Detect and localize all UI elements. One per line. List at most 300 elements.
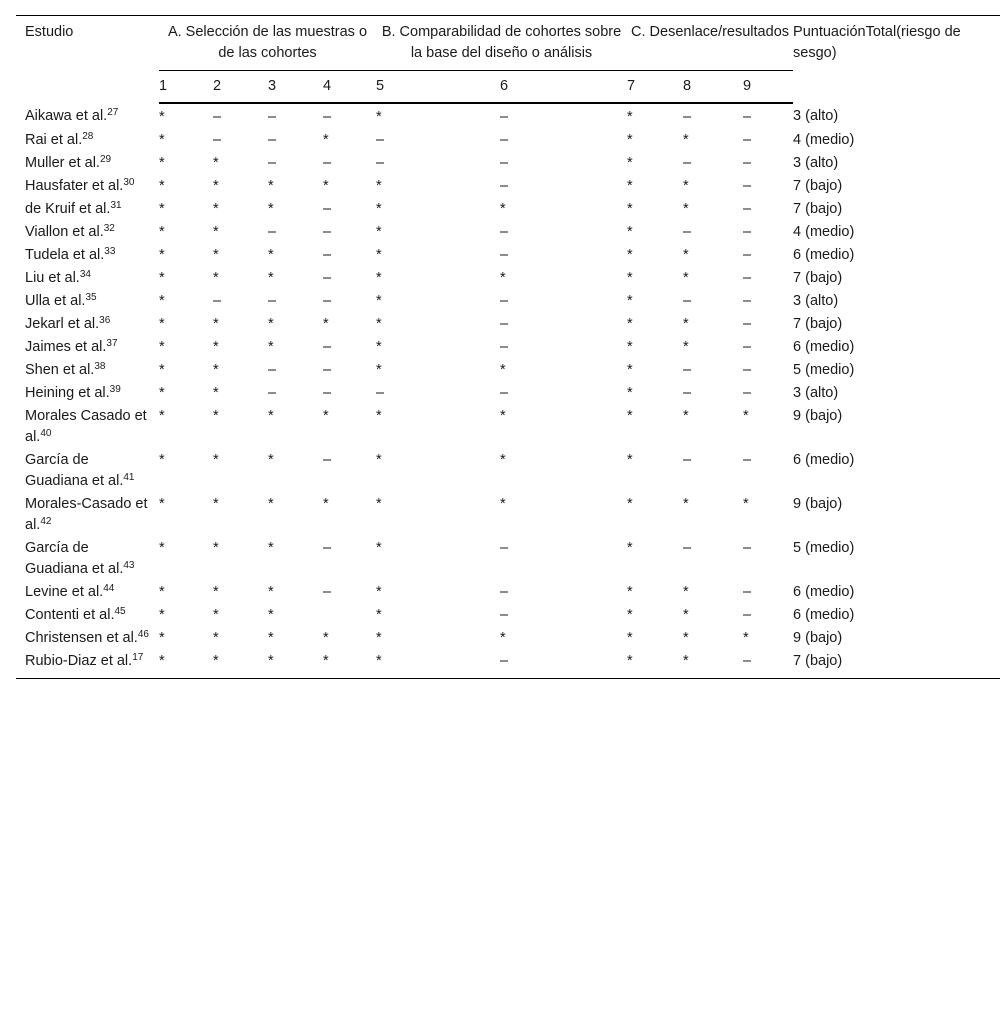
- criterion-5-mark: *: [376, 496, 382, 512]
- study-name: Christensen et al.: [25, 630, 138, 646]
- criterion-1-mark: *: [159, 362, 165, 378]
- criterion-1-mark: *: [159, 270, 165, 286]
- criterion-8-mark: *: [683, 584, 689, 600]
- criterion-9-mark: –: [743, 540, 752, 556]
- criterion-7-mark: *: [627, 316, 633, 332]
- criterion-5-mark: *: [376, 339, 382, 355]
- criterion-3-mark: *: [268, 650, 323, 679]
- criterion-2-mark: *: [213, 496, 219, 512]
- criterion-4-mark: –: [323, 540, 332, 556]
- col-number-1: 1: [159, 71, 213, 104]
- score-cell: 7 (bajo): [793, 650, 1000, 679]
- col-number-7: 7: [627, 71, 683, 104]
- study-name: Viallon et al.: [25, 224, 104, 240]
- criterion-4-mark: *: [323, 496, 329, 512]
- study-cell: [16, 244, 159, 267]
- criterion-4-mark: *: [323, 650, 376, 679]
- study-reference: 43: [123, 560, 135, 571]
- criterion-9-mark: –: [743, 362, 752, 378]
- criterion-4-mark: –: [323, 452, 332, 468]
- study-cell: [16, 103, 159, 129]
- criterion-8-mark: *: [683, 132, 689, 148]
- criterion-1-mark: *: [159, 584, 165, 600]
- criterion-6-mark: *: [500, 270, 506, 286]
- study-cell: [16, 359, 159, 382]
- criterion-7-mark: *: [627, 109, 633, 125]
- study-reference: 29: [99, 154, 112, 165]
- study-cell: [16, 604, 159, 627]
- study-reference: 34: [79, 269, 91, 280]
- table-row: [16, 244, 1000, 267]
- col-number-2: 2: [213, 71, 268, 104]
- study-reference: 28: [82, 131, 94, 142]
- table-row: [16, 175, 1000, 198]
- criterion-4-mark: *: [323, 132, 329, 148]
- criterion-7-mark: *: [627, 247, 633, 263]
- study-reference: 38: [94, 361, 106, 372]
- table-row: [16, 627, 1000, 650]
- study-reference: 27: [107, 107, 119, 118]
- col-header-score: PuntuaciónTotal(riesgo de sesgo): [793, 16, 1000, 104]
- study-name: Jaimes et al.: [25, 339, 107, 355]
- study-cell: [16, 198, 159, 221]
- study-reference: 42: [40, 516, 52, 527]
- study-reference: 31: [110, 200, 122, 211]
- criterion-3-mark: –: [268, 155, 277, 171]
- criterion-9-mark: –: [743, 247, 752, 263]
- criterion-6-mark: –: [436, 650, 627, 679]
- study-name: Levine et al.: [25, 584, 104, 600]
- criterion-8-mark: *: [683, 178, 689, 194]
- table-row: [16, 313, 1000, 336]
- criterion-6-mark: –: [500, 584, 509, 600]
- criterion-4-mark: –: [323, 339, 332, 355]
- criterion-7-mark: *: [627, 224, 633, 240]
- criterion-1-mark: *: [159, 496, 165, 512]
- criterion-8-mark: *: [683, 650, 743, 679]
- score-cell: 5 (medio): [793, 362, 855, 378]
- table-row: [16, 493, 1000, 537]
- table-row: [16, 449, 1000, 493]
- nos-quality-table-container: [16, 15, 1000, 679]
- score-cell: 7 (bajo): [793, 178, 843, 194]
- col-header-group-a: A. Selección de las muestras o de las cohortes: [159, 16, 376, 71]
- criterion-1-mark: *: [159, 630, 165, 646]
- criterion-9-mark: *: [743, 496, 749, 512]
- criterion-8-mark: *: [683, 496, 689, 512]
- criterion-4-mark: –: [323, 293, 332, 309]
- score-cell: 3 (alto): [793, 293, 839, 309]
- criterion-6-mark: –: [500, 339, 509, 355]
- table-row: [16, 537, 1000, 581]
- criterion-3-mark: *: [268, 540, 274, 556]
- criterion-6-mark: –: [500, 607, 509, 623]
- study-cell: [16, 493, 159, 537]
- criterion-7-mark: *: [627, 201, 633, 217]
- study-name: Contenti et al.: [25, 607, 115, 623]
- score-cell: 4 (medio): [793, 224, 855, 240]
- criterion-9-mark: –: [743, 224, 752, 240]
- criterion-9-mark: –: [743, 132, 752, 148]
- study-name: Shen et al.: [25, 362, 95, 378]
- study-reference: 45: [114, 606, 126, 617]
- criterion-1-mark: *: [159, 155, 165, 171]
- criterion-5-mark: *: [376, 293, 382, 309]
- criterion-5-mark: *: [376, 316, 382, 332]
- criterion-4-mark: –: [323, 270, 332, 286]
- table-row: [16, 267, 1000, 290]
- criterion-8-mark: *: [683, 270, 689, 286]
- criterion-1-mark: *: [159, 247, 165, 263]
- criterion-7-mark: *: [627, 293, 633, 309]
- criterion-3-mark: *: [268, 178, 274, 194]
- criterion-7-mark: *: [627, 408, 633, 424]
- study-cell: [16, 627, 159, 650]
- criterion-8-mark: –: [683, 362, 692, 378]
- criterion-4-mark: –: [323, 224, 332, 240]
- criterion-9-mark: –: [743, 178, 752, 194]
- criterion-5-mark: *: [376, 362, 382, 378]
- criterion-5-mark: *: [376, 109, 382, 125]
- criterion-5-mark: –: [376, 155, 385, 171]
- study-reference: 44: [103, 583, 115, 594]
- study-reference: 40: [40, 428, 52, 439]
- criterion-1-mark: *: [159, 178, 165, 194]
- study-name: Ulla et al.: [25, 293, 86, 309]
- criterion-4-mark: –: [323, 201, 332, 217]
- study-reference: 37: [106, 338, 118, 349]
- criterion-9-mark: –: [743, 584, 752, 600]
- table-row: [16, 103, 1000, 129]
- criterion-6-mark: –: [500, 540, 509, 556]
- study-cell: [16, 175, 159, 198]
- score-cell: 6 (medio): [793, 452, 855, 468]
- table-row: [16, 336, 1000, 359]
- criterion-1-mark: *: [159, 339, 165, 355]
- criterion-2-mark: –: [213, 109, 222, 125]
- study-cell: [16, 267, 159, 290]
- criterion-6-mark: –: [500, 385, 509, 401]
- criterion-2-mark: *: [213, 650, 268, 679]
- criterion-2-mark: *: [213, 452, 219, 468]
- criterion-2-mark: *: [213, 247, 219, 263]
- criterion-2-mark: *: [213, 155, 219, 171]
- criterion-5-mark: *: [376, 607, 382, 623]
- table-row: [16, 382, 1000, 405]
- criterion-2-mark: *: [213, 201, 219, 217]
- header-row-groups: [16, 16, 1000, 71]
- study-name: Tudela et al.: [25, 247, 105, 263]
- criterion-9-mark: –: [743, 607, 752, 623]
- criterion-4-mark: –: [323, 247, 332, 263]
- criterion-9-mark: –: [743, 109, 752, 125]
- criterion-7-mark: *: [627, 496, 633, 512]
- study-cell: [16, 449, 159, 493]
- study-cell: [16, 650, 159, 679]
- col-number-6: 6: [436, 71, 627, 104]
- study-name: Aikawa et al.: [25, 108, 108, 124]
- criterion-7-mark: *: [627, 178, 633, 194]
- criterion-9-mark: –: [743, 316, 752, 332]
- study-name: de Kruif et al.: [25, 201, 111, 217]
- criterion-9-mark: –: [743, 270, 752, 286]
- score-cell: 7 (bajo): [793, 201, 843, 217]
- criterion-4-mark: –: [323, 362, 332, 378]
- criterion-7-mark: *: [627, 132, 633, 148]
- criterion-1-mark: *: [159, 201, 165, 217]
- criterion-5-mark: *: [376, 224, 382, 240]
- criterion-3-mark: *: [268, 630, 274, 646]
- criterion-8-mark: –: [683, 540, 692, 556]
- criterion-3-mark: *: [268, 316, 274, 332]
- col-number-8: 8: [683, 71, 743, 104]
- col-number-4: 4: [323, 71, 376, 104]
- col-header-study: Estudio: [16, 16, 159, 104]
- criterion-5-mark: –: [376, 132, 385, 148]
- criterion-2-mark: *: [213, 178, 219, 194]
- criterion-6-mark: *: [500, 452, 506, 468]
- study-cell: [16, 221, 159, 244]
- col-header-group-c: C. Desenlace/resultados: [627, 16, 793, 71]
- study-reference: 41: [123, 472, 135, 483]
- criterion-6-mark: –: [500, 293, 509, 309]
- score-cell: 6 (medio): [793, 607, 855, 623]
- criterion-8-mark: –: [683, 452, 692, 468]
- criterion-9-mark: –: [743, 650, 793, 679]
- table-row: [16, 152, 1000, 175]
- criterion-7-mark: *: [627, 270, 633, 286]
- criterion-8-mark: *: [683, 630, 689, 646]
- criterion-3-mark: –: [268, 385, 277, 401]
- table-row: [16, 359, 1000, 382]
- score-cell: 9 (bajo): [793, 408, 843, 424]
- nos-quality-table: [16, 15, 1000, 679]
- criterion-2-mark: *: [213, 408, 219, 424]
- criterion-9-mark: –: [743, 339, 752, 355]
- criterion-3-mark: –: [268, 109, 277, 125]
- criterion-9-mark: –: [743, 155, 752, 171]
- criterion-1-mark: *: [159, 607, 165, 623]
- study-cell: [16, 290, 159, 313]
- criterion-7-mark: *: [627, 452, 633, 468]
- criterion-7-mark: *: [627, 630, 633, 646]
- criterion-7-mark: *: [627, 155, 633, 171]
- criterion-7-mark: *: [627, 540, 633, 556]
- criterion-2-mark: *: [213, 270, 219, 286]
- criterion-2-mark: *: [213, 316, 219, 332]
- criterion-6-mark: –: [500, 132, 509, 148]
- criterion-3-mark: *: [268, 270, 274, 286]
- study-name: Jekarl et al.: [25, 316, 100, 332]
- criterion-3-mark: –: [268, 293, 277, 309]
- score-cell: 3 (alto): [793, 108, 839, 124]
- study-name: Hausfater et al.: [25, 178, 124, 194]
- criterion-4-mark: *: [323, 178, 329, 194]
- criterion-9-mark: –: [743, 452, 752, 468]
- criterion-4-mark: *: [323, 408, 329, 424]
- criterion-8-mark: –: [683, 109, 692, 125]
- criterion-3-mark: *: [268, 247, 274, 263]
- criterion-7-mark: *: [627, 385, 633, 401]
- criterion-6-mark: –: [500, 109, 509, 125]
- table-header: [16, 16, 1000, 104]
- criterion-5-mark: *: [376, 408, 382, 424]
- score-cell: 7 (bajo): [793, 316, 843, 332]
- criterion-5-mark: –: [376, 385, 385, 401]
- criterion-9-mark: –: [743, 385, 752, 401]
- study-cell: [16, 382, 159, 405]
- table-row: [16, 221, 1000, 244]
- criterion-1-mark: *: [159, 132, 165, 148]
- criterion-3-mark: *: [268, 607, 274, 623]
- criterion-8-mark: *: [683, 408, 689, 424]
- criterion-2-mark: *: [213, 385, 219, 401]
- criterion-1-mark: *: [159, 316, 165, 332]
- criterion-8-mark: *: [683, 201, 689, 217]
- criterion-9-mark: *: [743, 408, 749, 424]
- criterion-9-mark: –: [743, 293, 752, 309]
- score-cell: 3 (alto): [793, 155, 839, 171]
- criterion-2-mark: *: [213, 607, 219, 623]
- criterion-5-mark: *: [376, 270, 382, 286]
- criterion-1-mark: *: [159, 385, 165, 401]
- table-body: [16, 103, 1000, 679]
- study-name: García de Guadiana et al.: [25, 452, 124, 489]
- criterion-1-mark: *: [159, 452, 165, 468]
- criterion-2-mark: –: [213, 293, 222, 309]
- score-cell: 9 (bajo): [793, 496, 843, 512]
- criterion-3-mark: *: [268, 339, 274, 355]
- criterion-6-mark: *: [500, 408, 506, 424]
- score-cell: 3 (alto): [793, 385, 839, 401]
- study-reference: 32: [103, 223, 115, 234]
- criterion-3-mark: *: [268, 496, 274, 512]
- score-cell: 6 (medio): [793, 339, 855, 355]
- criterion-4-mark: –: [323, 109, 332, 125]
- criterion-3-mark: –: [268, 362, 277, 378]
- study-cell: [16, 313, 159, 336]
- criterion-2-mark: *: [213, 630, 219, 646]
- criterion-6-mark: –: [500, 247, 509, 263]
- criterion-3-mark: *: [268, 201, 274, 217]
- study-name: Morales Casado et al.: [25, 408, 147, 445]
- study-reference: 46: [137, 629, 149, 640]
- criterion-1-mark: *: [159, 224, 165, 240]
- criterion-7-mark: *: [627, 584, 633, 600]
- study-reference: 30: [123, 177, 135, 188]
- criterion-1-mark: *: [159, 408, 165, 424]
- criterion-4-mark: *: [323, 316, 329, 332]
- criterion-4-mark: *: [323, 630, 329, 646]
- criterion-2-mark: *: [213, 339, 219, 355]
- table-row: [16, 290, 1000, 313]
- study-cell: [16, 152, 159, 175]
- criterion-1-mark: *: [159, 109, 165, 125]
- criterion-5-mark: *: [376, 584, 382, 600]
- criterion-6-mark: *: [500, 362, 506, 378]
- study-name: Rubio-Diaz et al.: [25, 653, 133, 669]
- study-cell: [16, 129, 159, 152]
- criterion-5-mark: *: [376, 650, 436, 679]
- criterion-6-mark: –: [500, 224, 509, 240]
- criterion-3-mark: *: [268, 408, 274, 424]
- col-number-5: 5: [376, 71, 436, 104]
- criterion-7-mark: *: [627, 607, 633, 623]
- table-row: [16, 198, 1000, 221]
- study-reference: 36: [99, 315, 111, 326]
- criterion-5-mark: *: [376, 452, 382, 468]
- study-cell: [16, 537, 159, 581]
- criterion-6-mark: *: [500, 630, 506, 646]
- study-reference: 33: [104, 246, 116, 257]
- criterion-4-mark: –: [323, 385, 332, 401]
- criterion-2-mark: *: [213, 224, 219, 240]
- study-name: Rai et al.: [25, 132, 83, 148]
- criterion-3-mark: –: [268, 132, 277, 148]
- table-row: [16, 129, 1000, 152]
- criterion-9-mark: –: [743, 201, 752, 217]
- criterion-8-mark: –: [683, 155, 692, 171]
- col-number-9: 9: [743, 71, 793, 104]
- study-name: García de Guadiana et al.: [25, 540, 124, 577]
- criterion-5-mark: *: [376, 540, 382, 556]
- criterion-8-mark: *: [683, 247, 689, 263]
- criterion-7-mark: *: [627, 362, 633, 378]
- criterion-4-mark: –: [323, 584, 332, 600]
- criterion-4-mark: –: [323, 155, 332, 171]
- study-name: Liu et al.: [25, 270, 80, 286]
- criterion-3-mark: *: [268, 452, 274, 468]
- score-cell: 9 (bajo): [793, 630, 843, 646]
- criterion-6-mark: –: [500, 178, 509, 194]
- criterion-5-mark: *: [376, 247, 382, 263]
- score-cell: 5 (medio): [793, 540, 855, 556]
- criterion-8-mark: –: [683, 293, 692, 309]
- criterion-9-mark: *: [743, 630, 749, 646]
- criterion-7-mark: *: [627, 339, 633, 355]
- table-row: [16, 650, 1000, 679]
- criterion-4-mark: [323, 604, 376, 627]
- study-name: Heining et al.: [25, 385, 110, 401]
- study-reference: 35: [85, 292, 97, 303]
- criterion-5-mark: *: [376, 201, 382, 217]
- study-reference: 17: [132, 652, 144, 663]
- score-cell: 6 (medio): [793, 584, 855, 600]
- table-row: [16, 581, 1000, 604]
- criterion-8-mark: *: [683, 607, 689, 623]
- criterion-5-mark: *: [376, 178, 382, 194]
- criterion-8-mark: –: [683, 224, 692, 240]
- criterion-7-mark: *: [627, 650, 683, 679]
- score-cell: 7 (bajo): [793, 270, 843, 286]
- study-name: Muller et al.: [25, 155, 100, 171]
- study-name: Morales-Casado et al.: [25, 496, 148, 533]
- criterion-6-mark: *: [500, 496, 506, 512]
- criterion-8-mark: *: [683, 316, 689, 332]
- score-cell: 6 (medio): [793, 247, 855, 263]
- criterion-2-mark: *: [213, 584, 219, 600]
- criterion-1-mark: *: [159, 650, 213, 679]
- table-row: [16, 405, 1000, 449]
- criterion-3-mark: –: [268, 224, 277, 240]
- criterion-3-mark: *: [268, 584, 274, 600]
- study-cell: [16, 336, 159, 359]
- criterion-1-mark: *: [159, 540, 165, 556]
- col-header-group-b: B. Comparabilidad de cohortes sobre la base del diseño o análisis: [376, 16, 627, 71]
- study-reference: 39: [109, 384, 121, 395]
- col-number-3: 3: [268, 71, 323, 104]
- study-cell: [16, 405, 159, 449]
